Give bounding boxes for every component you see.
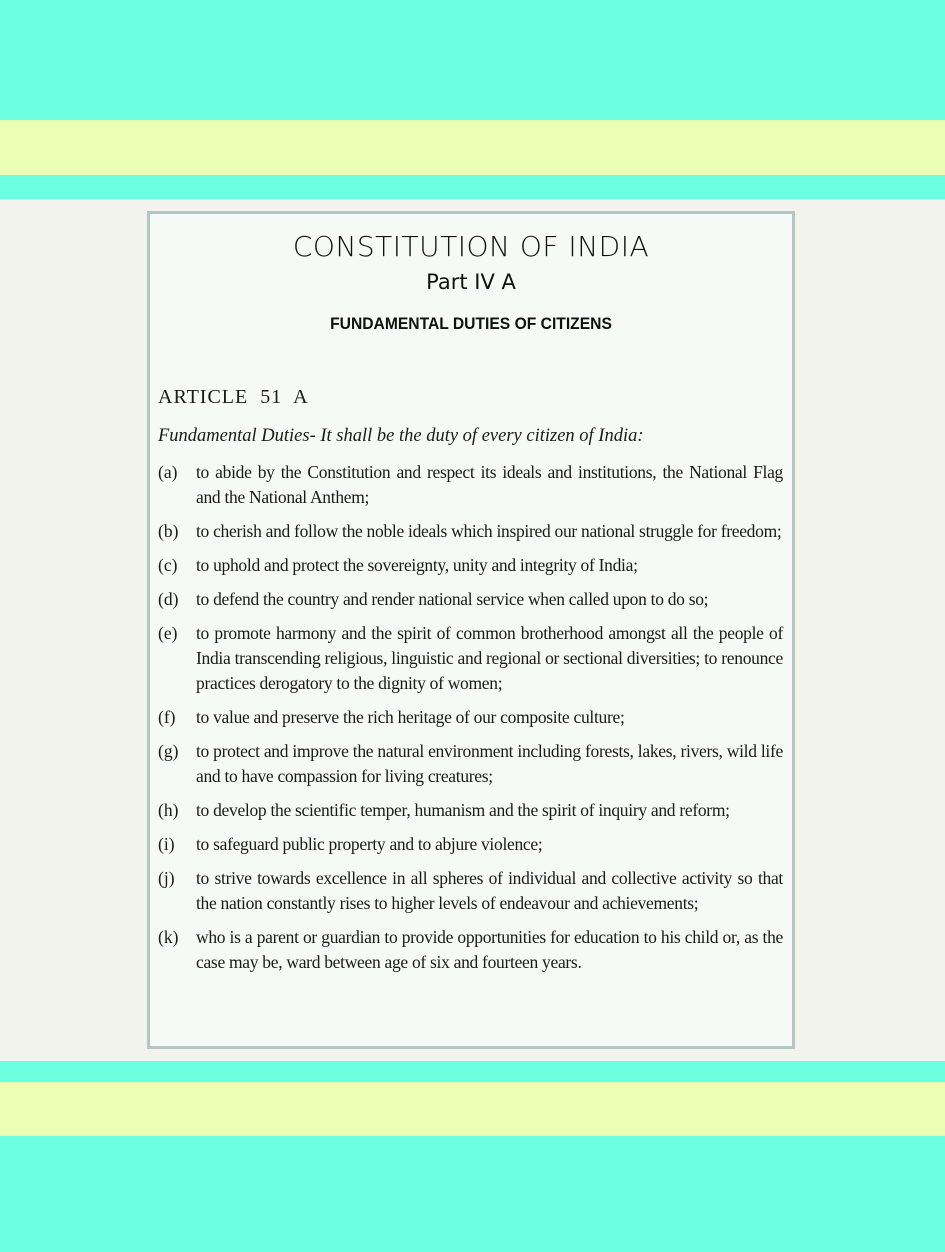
bottom-cyan-stripe (0, 1061, 945, 1082)
list-item (158, 705, 783, 730)
duty-text: to abide by the Constitution and respect its ideals and institutions, the National Flag and the National Anthem; (196, 462, 783, 507)
duty-text: who is a parent or guardian to provide opportunities for education to his child or, as the case may be, ward between age of six and fourteen years. (196, 927, 783, 972)
top-cyan-band (0, 0, 945, 120)
page-title: CONSTITUTION OF INDIA (292, 230, 650, 263)
duties-list (158, 460, 783, 984)
article-number: ARTICLE 51 A (158, 386, 309, 408)
duty-label: (c) (158, 555, 178, 575)
duty-label: (d) (158, 589, 179, 609)
list-item (158, 866, 783, 916)
duty-label: (h) (158, 800, 179, 820)
duty-label: (k) (158, 927, 179, 947)
list-item (158, 460, 783, 510)
duty-text: to strive towards excellence in all spheres of individual and collective activity so that the nation constantly rises to higher levels of endeavour and achievements; (196, 868, 783, 913)
list-item (158, 739, 783, 789)
duty-text: to cherish and follow the noble ideals which inspired our national struggle for freedom; (196, 521, 782, 541)
list-item (158, 519, 783, 544)
bottom-cyan-band (0, 1136, 945, 1252)
bottom-yellow-band (0, 1082, 945, 1136)
duty-text: to defend the country and render national service when called upon to do so; (196, 589, 709, 609)
duty-text: to value and preserve the rich heritage of our composite culture; (196, 707, 625, 727)
duty-label: (b) (158, 521, 179, 541)
duty-text: to protect and improve the natural environment including forests, lakes, rivers, wild life and to have compassion for living creatures; (196, 741, 783, 786)
list-item (158, 798, 783, 823)
section-heading: FUNDAMENTAL DUTIES OF CITIZENS (330, 314, 612, 333)
document-panel (147, 211, 795, 1049)
list-item (158, 925, 783, 975)
duty-label: (e) (158, 623, 178, 643)
intro-text: Fundamental Duties- It shall be the duty of every citizen of India: (158, 426, 644, 446)
duty-text: to develop the scientific temper, humanism and the spirit of inquiry and reform; (196, 800, 730, 820)
duty-text: to uphold and protect the sovereignty, unity and integrity of India; (196, 555, 638, 575)
list-item (158, 621, 783, 696)
duty-label: (f) (158, 707, 176, 727)
duty-text: to promote harmony and the spirit of common brotherhood amongst all the people of India transcending religious, linguistic and regional or sectional diversities; to renounce practices derogatory to the dignity of women; (196, 623, 783, 693)
top-yellow-band (0, 120, 945, 175)
page-subtitle: Part IV A (426, 270, 516, 294)
duty-label: (a) (158, 462, 178, 482)
list-item (158, 587, 783, 612)
duty-label: (g) (158, 741, 179, 761)
top-cyan-stripe (0, 175, 945, 199)
list-item (158, 832, 783, 857)
duty-text: to safeguard public property and to abjure violence; (196, 834, 543, 854)
list-item (158, 553, 783, 578)
duty-label: (j) (158, 868, 175, 888)
duty-label: (i) (158, 834, 175, 854)
